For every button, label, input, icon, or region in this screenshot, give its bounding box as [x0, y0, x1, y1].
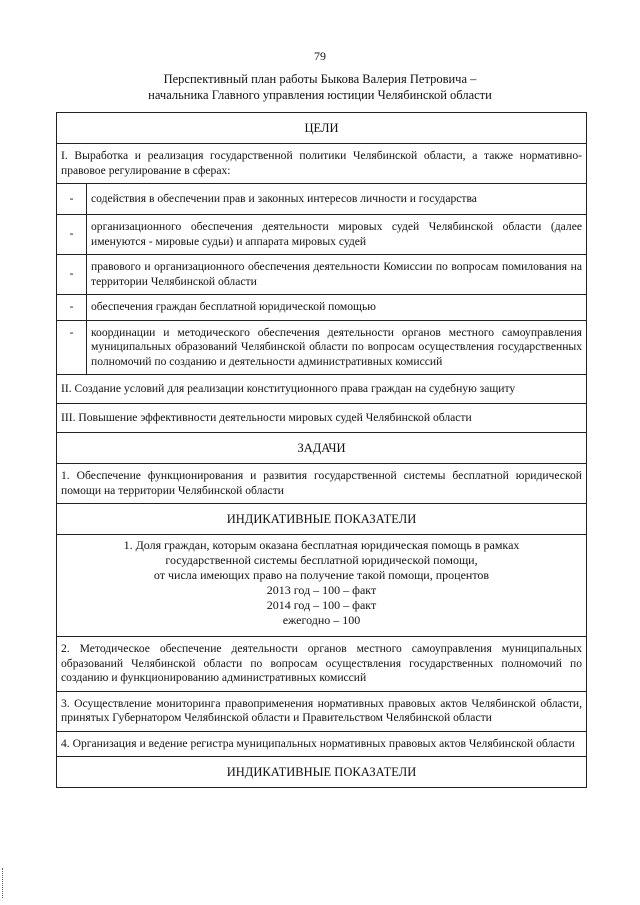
item-dash: - — [57, 255, 87, 295]
page-title — [0, 71, 640, 103]
goal-1-item — [57, 255, 587, 295]
page-number: 79 — [314, 49, 326, 63]
task-1: 1. Обеспечение функционирования и развития государственной системы бесплатной юридической помощи на территории Челябинской области — [57, 464, 587, 504]
goal-1-intro: I. Выработка и реализация государственной политики Челябинской области, а также нормативно-правовое регулирование в сферах: — [57, 144, 587, 184]
indicator-1-line-3: от числа имеющих право на получение такой помощи, процентов — [153, 568, 490, 582]
goal-2: II. Создание условий для реализации конституционного права граждан на судебную защиту — [57, 375, 587, 404]
goal-1-item — [57, 320, 587, 375]
goal-3: III. Повышение эффективности деятельности мировых судей Челябинской области — [57, 404, 587, 433]
indicator-1-line-4: 2013 год – 100 – факт — [266, 583, 377, 597]
indicator-1 — [57, 535, 587, 637]
tasks-header: ЗАДАЧИ — [57, 433, 587, 464]
item-text: содействия в обеспечении прав и законных интересов личности и государства — [87, 184, 587, 215]
task-2: 2. Методическое обеспечение деятельности органов местного самоуправления муниципальных образований Челябинской области по вопросам осуществления государственных полномочий по созданию и функционированию административных комиссий — [57, 637, 587, 692]
indicator-1-line-6: ежегодно – 100 — [282, 613, 361, 627]
task-4: 4. Организация и ведение регистра муниципальных нормативных правовых актов Челябинской области — [57, 731, 587, 757]
title-line-2: начальника Главного управления юстиции Челябинской области — [148, 88, 492, 102]
item-dash: - — [57, 215, 87, 255]
item-text: координации и методического обеспечения деятельности органов местного самоуправления муниципальных образований Челябинской области по вопросам осуществления государственных полномочий по созданию и деятельности административных комиссий — [87, 320, 587, 375]
title-line-1: Перспективный план работы Быкова Валерия Петровича – — [163, 72, 477, 86]
plan-table — [56, 112, 587, 788]
item-text: правового и организационного обеспечения деятельности Комиссии по вопросам помилования на территории Челябинской области — [87, 255, 587, 295]
indicator-1-line-2: государственной системы бесплатной юридической помощи, — [165, 553, 478, 567]
indicators-header: ИНДИКАТИВНЫЕ ПОКАЗАТЕЛИ — [57, 504, 587, 535]
item-text: обеспечения граждан бесплатной юридической помощью — [87, 295, 587, 321]
goal-1-item — [57, 184, 587, 215]
goal-1-item — [57, 295, 587, 321]
indicators-header-2: ИНДИКАТИВНЫЕ ПОКАЗАТЕЛИ — [57, 757, 587, 788]
item-dash: - — [57, 184, 87, 215]
item-dash: - — [57, 320, 87, 375]
item-dash: - — [57, 295, 87, 321]
task-3: 3. Осуществление мониторинга правоприменения нормативных правовых актов Челябинской области, принятых Губернатором Челябинской области и Правительством Челябинской области — [57, 691, 587, 731]
item-text: организационного обеспечения деятельности мировых судей Челябинской области (далее именуются - мировые судьи) и аппарата мировых судей — [87, 215, 587, 255]
goal-1-item — [57, 215, 587, 255]
scan-margin-mark — [2, 868, 6, 898]
indicator-1-line-5: 2014 год – 100 – факт — [266, 598, 377, 612]
goals-header: ЦЕЛИ — [57, 113, 587, 144]
indicator-1-line-1: 1. Доля граждан, которым оказана бесплатная юридическая помощь в рамках — [123, 538, 520, 552]
